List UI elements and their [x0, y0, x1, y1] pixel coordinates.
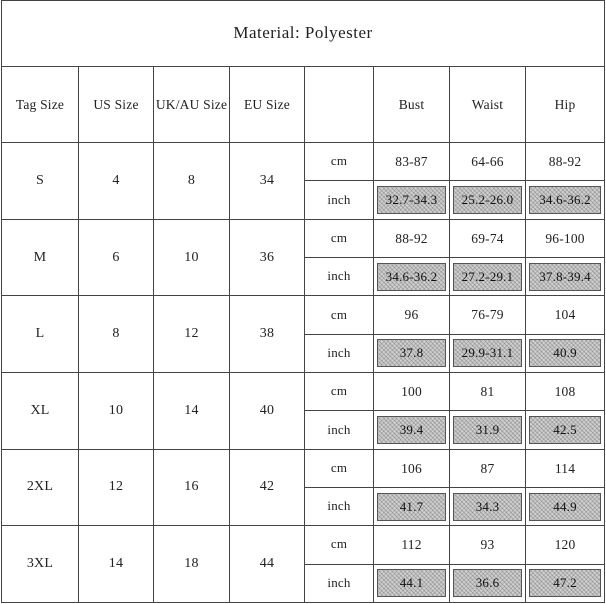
eu-size-cell: 44 — [230, 526, 305, 603]
hip-inch-value: 47.2 — [529, 569, 601, 597]
eu-size-cell: 38 — [230, 296, 305, 373]
hip-inch-cell — [526, 258, 605, 296]
bust-cm-value: 100 — [374, 373, 450, 411]
waist-inch-value: 36.6 — [453, 569, 522, 597]
unit-inch-label: inch — [305, 411, 374, 449]
bust-inch-cell — [374, 181, 450, 219]
header-tag-size: Tag Size — [2, 66, 79, 143]
waist-cm-value: 87 — [450, 449, 526, 487]
waist-inch-value: 27.2-29.1 — [453, 263, 522, 291]
uk-au-size-cell: 14 — [154, 373, 230, 450]
header-waist: Waist — [450, 66, 526, 143]
unit-cm-label: cm — [305, 373, 374, 411]
unit-inch-label: inch — [305, 564, 374, 602]
waist-cm-value: 93 — [450, 526, 526, 564]
waist-cm-value: 64-66 — [450, 143, 526, 181]
bust-inch-value: 37.8 — [377, 339, 446, 367]
size-tag-cell: S — [2, 143, 79, 220]
size-row-cm — [2, 143, 605, 181]
header-hip: Hip — [526, 66, 605, 143]
waist-inch-value: 25.2-26.0 — [453, 186, 522, 214]
size-row-cm — [2, 373, 605, 411]
eu-size-cell: 34 — [230, 143, 305, 220]
bust-inch-value: 41.7 — [377, 493, 446, 521]
hip-inch-cell — [526, 487, 605, 525]
hip-inch-value: 44.9 — [529, 493, 601, 521]
waist-inch-cell — [450, 334, 526, 372]
us-size-cell: 8 — [79, 296, 154, 373]
bust-inch-cell — [374, 487, 450, 525]
waist-inch-value: 31.9 — [453, 416, 522, 444]
waist-inch-cell — [450, 258, 526, 296]
uk-au-size-cell: 16 — [154, 449, 230, 526]
bust-inch-cell — [374, 411, 450, 449]
unit-cm-label: cm — [305, 449, 374, 487]
bust-cm-value: 112 — [374, 526, 450, 564]
unit-cm-label: cm — [305, 296, 374, 334]
size-tag-cell: M — [2, 219, 79, 296]
size-tag-cell: XL — [2, 373, 79, 450]
bust-inch-value: 32.7-34.3 — [377, 186, 446, 214]
title-row — [2, 1, 605, 67]
size-tag-cell: L — [2, 296, 79, 373]
us-size-cell: 4 — [79, 143, 154, 220]
size-chart-table — [1, 0, 605, 603]
size-row-cm — [2, 219, 605, 257]
header-unit — [305, 66, 374, 143]
unit-inch-label: inch — [305, 258, 374, 296]
eu-size-cell: 42 — [230, 449, 305, 526]
waist-inch-value: 29.9-31.1 — [453, 339, 522, 367]
hip-cm-value: 96-100 — [526, 219, 605, 257]
hip-inch-value: 37.8-39.4 — [529, 263, 601, 291]
header-eu-size: EU Size — [230, 66, 305, 143]
eu-size-cell: 40 — [230, 373, 305, 450]
bust-cm-value: 83-87 — [374, 143, 450, 181]
us-size-cell: 14 — [79, 526, 154, 603]
size-tag-cell: 2XL — [2, 449, 79, 526]
chart-title: Material: Polyester — [2, 1, 605, 67]
hip-inch-cell — [526, 564, 605, 602]
uk-au-size-cell: 18 — [154, 526, 230, 603]
header-uk-au-size: UK/AU Size — [154, 66, 230, 143]
bust-inch-value: 44.1 — [377, 569, 446, 597]
uk-au-size-cell: 8 — [154, 143, 230, 220]
eu-size-cell: 36 — [230, 219, 305, 296]
hip-inch-cell — [526, 334, 605, 372]
unit-cm-label: cm — [305, 219, 374, 257]
waist-cm-value: 76-79 — [450, 296, 526, 334]
bust-cm-value: 106 — [374, 449, 450, 487]
hip-cm-value: 120 — [526, 526, 605, 564]
hip-inch-value: 40.9 — [529, 339, 601, 367]
header-bust: Bust — [374, 66, 450, 143]
unit-inch-label: inch — [305, 334, 374, 372]
us-size-cell: 12 — [79, 449, 154, 526]
hip-inch-cell — [526, 181, 605, 219]
hip-cm-value: 104 — [526, 296, 605, 334]
unit-inch-label: inch — [305, 487, 374, 525]
size-row-cm — [2, 296, 605, 334]
waist-inch-cell — [450, 487, 526, 525]
bust-inch-value: 39.4 — [377, 416, 446, 444]
us-size-cell: 10 — [79, 373, 154, 450]
hip-inch-value: 34.6-36.2 — [529, 186, 601, 214]
header-row — [2, 66, 605, 143]
header-us-size: US Size — [79, 66, 154, 143]
unit-inch-label: inch — [305, 181, 374, 219]
waist-inch-cell — [450, 181, 526, 219]
waist-cm-value: 81 — [450, 373, 526, 411]
size-tag-cell: 3XL — [2, 526, 79, 603]
hip-inch-value: 42.5 — [529, 416, 601, 444]
size-rows — [2, 143, 605, 603]
hip-cm-value: 88-92 — [526, 143, 605, 181]
waist-inch-cell — [450, 564, 526, 602]
waist-inch-value: 34.3 — [453, 493, 522, 521]
bust-cm-value: 88-92 — [374, 219, 450, 257]
hip-cm-value: 114 — [526, 449, 605, 487]
unit-cm-label: cm — [305, 526, 374, 564]
waist-inch-cell — [450, 411, 526, 449]
hip-cm-value: 108 — [526, 373, 605, 411]
unit-cm-label: cm — [305, 143, 374, 181]
size-row-cm — [2, 449, 605, 487]
us-size-cell: 6 — [79, 219, 154, 296]
bust-cm-value: 96 — [374, 296, 450, 334]
bust-inch-cell — [374, 334, 450, 372]
bust-inch-cell — [374, 258, 450, 296]
uk-au-size-cell: 10 — [154, 219, 230, 296]
uk-au-size-cell: 12 — [154, 296, 230, 373]
waist-cm-value: 69-74 — [450, 219, 526, 257]
bust-inch-cell — [374, 564, 450, 602]
hip-inch-cell — [526, 411, 605, 449]
size-row-cm — [2, 526, 605, 564]
bust-inch-value: 34.6-36.2 — [377, 263, 446, 291]
